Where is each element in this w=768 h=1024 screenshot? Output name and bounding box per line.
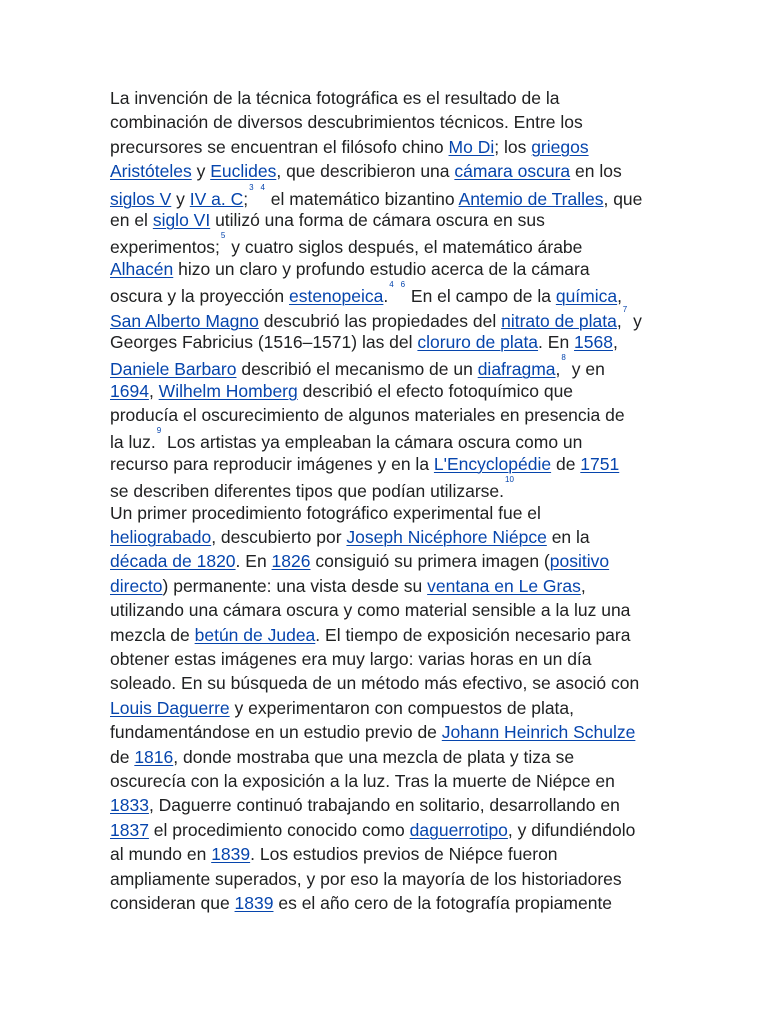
text-segment: oscurecía con la exposición a la luz. Tras la muerte de Niépce en xyxy=(110,770,615,791)
text-line xyxy=(110,623,670,647)
text-segment: precursores se encuentran el filósofo chino xyxy=(110,136,449,157)
article-body xyxy=(110,86,670,915)
text-segment: , que xyxy=(603,188,643,209)
text-segment: y experimentaron con compuestos de plata, xyxy=(229,697,575,718)
text-line xyxy=(110,793,670,817)
text-segment: es el año cero de la fotografía propiamente xyxy=(273,892,613,913)
text-segment: en la xyxy=(546,527,590,548)
text-segment: mezcla de xyxy=(110,624,195,645)
reference-marker[interactable]: 7 xyxy=(622,304,628,314)
link-antemio-de-tralles[interactable]: Antemio de Tralles xyxy=(458,188,604,209)
link-positivo[interactable]: positivo xyxy=(549,551,610,572)
link-siglo-vi[interactable]: siglo VI xyxy=(152,209,211,230)
text-segment: describió el mecanismo de un xyxy=(236,359,478,380)
text-segment: en los xyxy=(570,161,622,182)
text-line xyxy=(110,281,670,305)
text-segment: . El tiempo de exposición necesario para xyxy=(315,624,631,645)
text-segment: Un primer procedimiento fotográfico experimental fue el xyxy=(110,502,541,523)
link-estenopeica[interactable]: estenopeica xyxy=(288,285,384,306)
link-diafragma[interactable]: diafragma xyxy=(477,359,556,380)
link-1839[interactable]: 1839 xyxy=(211,844,251,865)
link-daniele-barbaro[interactable]: Daniele Barbaro xyxy=(110,359,237,380)
reference-marker[interactable]: 4 xyxy=(260,182,265,192)
text-segment: , descubierto por xyxy=(211,527,347,548)
text-line xyxy=(110,159,670,183)
text-segment: la luz. xyxy=(110,432,156,453)
text-line xyxy=(110,549,670,573)
text-segment: y xyxy=(191,161,211,182)
text-line xyxy=(110,769,670,793)
text-segment: . En xyxy=(538,331,575,352)
reference-marker[interactable]: 5 xyxy=(220,231,226,241)
link-joseph-nicephore-niepce[interactable]: Joseph Nicéphore Niépce xyxy=(346,527,547,548)
link-louis-daguerre[interactable]: Louis Daguerre xyxy=(110,697,230,718)
text-segment: soleado. En su búsqueda de un método más efectivo, se asoció con xyxy=(110,673,640,694)
text-segment: , Daguerre continuó trabajando en solitario, desarrollando en xyxy=(148,795,620,816)
text-line xyxy=(110,184,670,208)
text-segment: , xyxy=(616,310,622,331)
link-1837[interactable]: 1837 xyxy=(110,819,149,840)
link-camara-oscura[interactable]: cámara oscura xyxy=(454,161,571,182)
text-segment: describió el efecto fotoquímico que xyxy=(297,380,574,401)
text-line xyxy=(110,306,670,330)
reference-marker[interactable]: 8 xyxy=(561,353,566,363)
text-segment: La invención de la técnica fotográfica es el resultado de la xyxy=(110,88,560,108)
text-line xyxy=(110,257,670,281)
paragraph-heliography xyxy=(110,501,670,916)
text-segment: , que describieron una xyxy=(276,161,455,182)
link-ventana-en-le-gras[interactable]: ventana en Le Gras xyxy=(427,575,581,596)
text-segment: En el campo de la xyxy=(406,285,556,306)
text-segment xyxy=(395,286,400,306)
text-line xyxy=(110,354,670,378)
text-segment: . Los estudios previos de Niépce fueron xyxy=(250,844,558,865)
text-segment: producía el oscurecimiento de algunos materiales en presencia de xyxy=(110,405,625,426)
text-segment: consideran que xyxy=(110,892,235,913)
text-line xyxy=(110,867,670,891)
text-segment: y cuatro siglos después, el matemático árabe xyxy=(226,237,583,258)
link-alhacen[interactable]: Alhacén xyxy=(110,258,174,279)
link-1833[interactable]: 1833 xyxy=(110,795,149,816)
text-segment: de xyxy=(110,746,135,767)
link-griegos[interactable]: griegos xyxy=(531,136,589,157)
text-segment: se describen diferentes tipos que podían utilizarse. xyxy=(110,481,504,502)
text-segment: al mundo en xyxy=(110,844,212,865)
link-heliograbado[interactable]: heliograbado xyxy=(110,527,212,548)
text-segment: , xyxy=(148,380,159,401)
link-san-alberto-magno[interactable]: San Alberto Magno xyxy=(110,310,259,331)
text-segment: y en xyxy=(566,359,605,380)
text-segment: hizo un claro y profundo estudio acerca de la cámara xyxy=(173,258,590,279)
link-1816[interactable]: 1816 xyxy=(134,746,174,767)
text-segment: ampliamente superados, y por eso la mayoría de los historiadores xyxy=(110,868,622,889)
reference-marker[interactable]: 10 xyxy=(505,475,514,485)
link-aristoteles[interactable]: Aristóteles xyxy=(110,161,192,182)
text-segment: combinación de diversos descubrimientos técnicos. Entre los xyxy=(110,112,583,133)
reference-marker[interactable]: 6 xyxy=(400,280,406,290)
link-betun-de-judea[interactable]: betún de Judea xyxy=(194,624,316,645)
text-segment: fundamentándose en un estudio previo de xyxy=(110,722,442,743)
link-1751[interactable]: 1751 xyxy=(580,453,620,474)
text-segment: descubrió las propiedades del xyxy=(258,310,502,331)
text-segment: y xyxy=(628,310,642,331)
link-johann-heinrich-schulze[interactable]: Johann Heinrich Schulze xyxy=(441,722,636,743)
text-line xyxy=(110,745,670,769)
link-wilhelm-homberg[interactable]: Wilhelm Homberg xyxy=(158,380,298,401)
text-line xyxy=(110,379,670,403)
link-mo-di[interactable]: Mo Di xyxy=(448,136,495,157)
text-line xyxy=(110,647,670,671)
text-segment: ; xyxy=(243,188,249,209)
text-line xyxy=(110,598,670,622)
text-segment: experimentos; xyxy=(110,237,220,258)
text-line xyxy=(110,720,670,744)
text-segment: , xyxy=(580,575,586,596)
link-nitrato-de-plata[interactable]: nitrato de plata xyxy=(501,310,617,331)
text-line xyxy=(110,818,670,842)
link-siglos-v[interactable]: siglos V xyxy=(110,188,172,209)
link-quimica[interactable]: química xyxy=(555,285,618,306)
text-segment: , xyxy=(555,359,561,380)
text-segment: , y difundiéndolo xyxy=(507,819,636,840)
text-segment: . En xyxy=(235,551,272,572)
link-l-encyclopedie[interactable]: L'Encyclopédie xyxy=(433,453,552,474)
text-segment: utilizó una forma de cámara oscura en sus xyxy=(210,209,545,230)
link-directo[interactable]: directo xyxy=(110,575,163,596)
link-decada-de-1820[interactable]: década de 1820 xyxy=(110,551,236,572)
text-line xyxy=(110,135,670,159)
text-segment: , donde mostraba que una mezcla de plata y tiza se xyxy=(173,746,575,767)
link-1568[interactable]: 1568 xyxy=(574,331,613,352)
text-line xyxy=(110,110,670,134)
text-line xyxy=(110,476,670,500)
text-line xyxy=(110,891,670,915)
text-segment: ) permanente: una vista desde su xyxy=(162,575,428,596)
text-line xyxy=(110,452,670,476)
link-1694[interactable]: 1694 xyxy=(110,380,149,401)
text-line xyxy=(110,427,670,451)
text-segment: utilizando una cámara oscura y como material sensible a la luz una xyxy=(110,600,631,621)
text-segment: obtener estas imágenes era muy largo: varias horas en un día xyxy=(110,648,592,669)
text-segment: Los artistas ya empleaban la cámara oscura como un xyxy=(162,432,583,453)
text-line xyxy=(110,403,670,427)
reference-marker[interactable]: 3 xyxy=(249,182,254,192)
reference-marker[interactable]: 4 xyxy=(389,280,394,290)
text-line xyxy=(110,525,670,549)
text-line xyxy=(110,696,670,720)
text-segment: consiguió su primera imagen ( xyxy=(310,551,550,572)
text-segment: oscura y la proyección xyxy=(110,285,289,306)
text-line xyxy=(110,208,670,232)
text-segment: el procedimiento conocido como xyxy=(148,819,410,840)
text-segment: , xyxy=(612,331,618,352)
text-segment: . xyxy=(383,285,389,306)
text-line xyxy=(110,574,670,598)
text-segment: y xyxy=(171,188,190,209)
reference-marker[interactable]: 9 xyxy=(156,426,162,436)
link-cloruro-de-plata[interactable]: cloruro de plata xyxy=(417,331,539,352)
text-line xyxy=(110,232,670,256)
text-segment: en el xyxy=(110,209,153,230)
text-segment: ; los xyxy=(494,136,532,157)
link-daguerrotipo[interactable]: daguerrotipo xyxy=(409,819,508,840)
text-segment xyxy=(255,188,260,208)
text-segment: de xyxy=(551,453,581,474)
text-segment: recurso para reproducir imágenes y en la xyxy=(110,453,434,474)
link-1839[interactable]: 1839 xyxy=(234,892,274,913)
text-segment: Georges Fabricius (1516–1571) las del xyxy=(110,331,418,352)
text-line xyxy=(110,842,670,866)
link-1826[interactable]: 1826 xyxy=(271,551,311,572)
text-line xyxy=(110,501,670,525)
text-segment: el matemático bizantino xyxy=(265,188,459,209)
text-line xyxy=(110,671,670,695)
text-segment: , xyxy=(617,285,622,306)
link-iv-a-c[interactable]: IV a. C xyxy=(189,188,244,209)
paragraph-precursors xyxy=(110,86,670,501)
text-line xyxy=(110,330,670,354)
text-line xyxy=(110,86,670,110)
link-euclides[interactable]: Euclides xyxy=(210,161,277,182)
